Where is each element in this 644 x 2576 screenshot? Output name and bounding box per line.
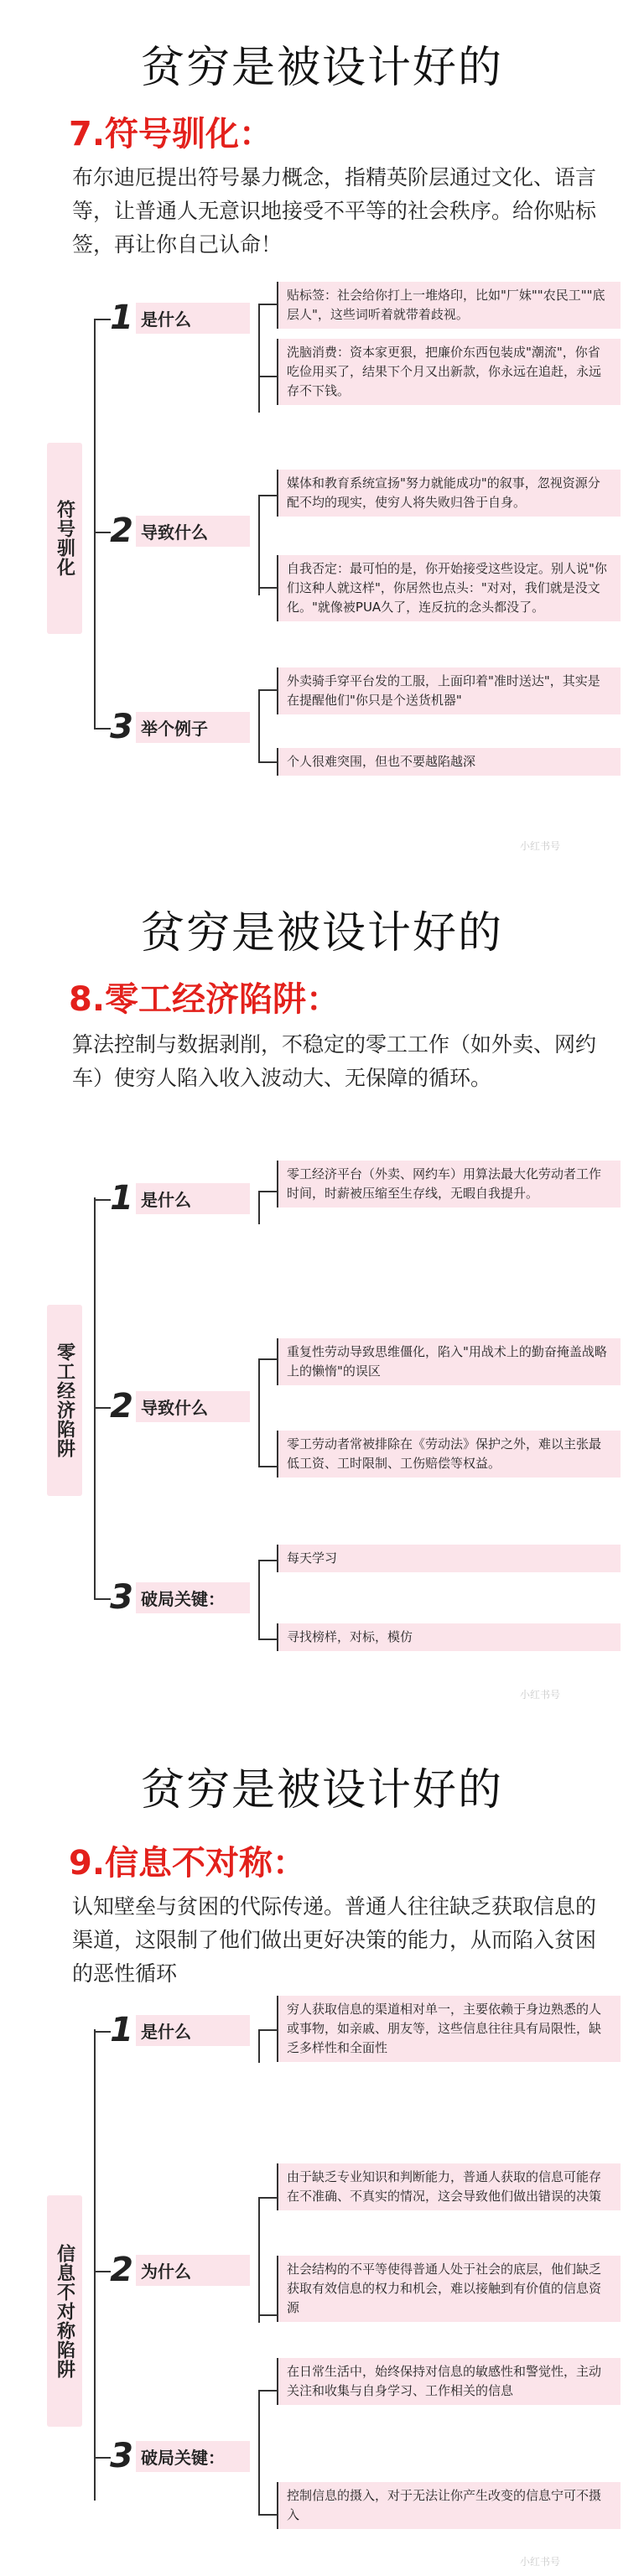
info-box: 贴标签：社会给你打上一堆烙印，比如"厂妹""农民工""底层人"，这些词听着就带着歧视。	[277, 282, 621, 329]
branch-3: 3 破局关键：	[107, 2437, 250, 2475]
section-intro: 算法控制与数据剥削，不稳定的零工工作（如外卖、网约车）使穷人陷入收入波动大、无保障的循环。	[72, 1032, 597, 1090]
info-box: 重复性劳动导致思维僵化，陷入"用战术上的勤奋掩盖战略上的懒惰"的误区	[277, 1338, 621, 1385]
branch-3: 3 破局关键：	[107, 1578, 250, 1617]
watermark: 小红书号	[520, 1689, 561, 1701]
info-box: 穷人获取信息的渠道相对单一，主要依赖于身边熟悉的人或事物，如亲戚、朋友等，这些信息往往具有局限性，缺乏多样性和全面性	[277, 1996, 621, 2062]
info-box: 在日常生活中，始终保持对信息的敏感性和警觉性，主动关注和收集与自身学习、工作相关的信息	[277, 2358, 621, 2405]
section-intro: 认知壁垒与贫困的代际传递。普通人往往缺乏获取信息的渠道，这限制了他们做出更好决策的能力，从而陷入贫困的恶性循环	[72, 1894, 597, 1986]
info-box: 外卖骑手穿平台发的工服，上面印着"准时送达"，其实是在提醒他们"你只是个送货机器"	[277, 667, 621, 714]
branch-1: 1 是什么	[107, 299, 250, 337]
info-box: 控制信息的摄入，对于无法让你产生改变的信息宁可不摄入	[277, 2482, 621, 2529]
info-box: 零工经济平台（外卖、网约车）用算法最大化劳动者工作时间，时薪被压缩至生存线，无暇自我提升。	[277, 1161, 621, 1208]
branch-1: 1 是什么	[107, 1179, 250, 1218]
section-heading: 8.零工经济陷阱：	[69, 980, 340, 1019]
section-heading: 9.信息不对称：	[69, 1844, 307, 1883]
branch-1: 1 是什么	[107, 2011, 250, 2049]
branch-2: 2 导致什么	[107, 1387, 250, 1426]
info-box: 由于缺乏专业知识和判断能力，普通人获取的信息可能存在不准确、不真实的情况，这会导致他们做出错误的决策	[277, 2163, 621, 2210]
watermark: 小红书号	[520, 2556, 561, 2568]
section-intro: 布尔迪厄提出符号暴力概念，指精英阶层通过文化、语言等，让普通人无意识地接受不平等的社会秩序。给你贴标签，再让你自己认命！	[72, 165, 597, 257]
watermark: 小红书号	[520, 840, 561, 852]
side-label: 零工经济陷阱	[47, 1305, 82, 1496]
info-box: 零工劳动者常被排除在《劳动法》保护之外，难以主张最低工资、工时限制、工伤赔偿等权益。	[277, 1431, 621, 1478]
branch-3: 3 举个例子	[107, 708, 250, 746]
info-box: 洗脑消费：资本家更狠，把廉价东西包装成"潮流"，你省吃俭用买了，结果下个月又出新款，你永远在追赶，永远存不下钱。	[277, 339, 621, 405]
side-label: 符号驯化	[47, 443, 82, 634]
info-box: 社会结构的不平等使得普通人处于社会的底层，他们缺乏获取有效信息的权力和机会，难以接触到有价值的信息资源	[277, 2256, 621, 2322]
side-label: 信息不对称陷阱	[47, 2195, 82, 2427]
branch-2: 2 为什么	[107, 2251, 250, 2289]
tree-trunk	[94, 1197, 96, 1600]
info-box: 自我否定：最可怕的是，你开始接受这些设定。别人说"你们这种人就这样"，你居然也点头："对对，我们就是没文化。"就像被PUA久了，连反抗的念头都没了。	[277, 555, 621, 621]
tree-trunk	[94, 319, 96, 730]
info-box: 每天学习	[277, 1545, 621, 1572]
page-title: 贫穷是被设计好的	[140, 1765, 503, 1815]
section-heading: 7.符号驯化：	[69, 115, 273, 153]
page-title: 贫穷是被设计好的	[140, 43, 503, 93]
page-title: 贫穷是被设计好的	[140, 908, 503, 958]
info-box: 寻找榜样，对标，模仿	[277, 1623, 621, 1651]
branch-2: 2 导致什么	[107, 512, 250, 550]
info-box: 个人很难突围，但也不要越陷越深	[277, 748, 621, 776]
tree-trunk	[94, 2029, 96, 2501]
info-box: 媒体和教育系统宣扬"努力就能成功"的叙事，忽视资源分配不均的现实，使穷人将失败归咎于自身。	[277, 470, 621, 517]
